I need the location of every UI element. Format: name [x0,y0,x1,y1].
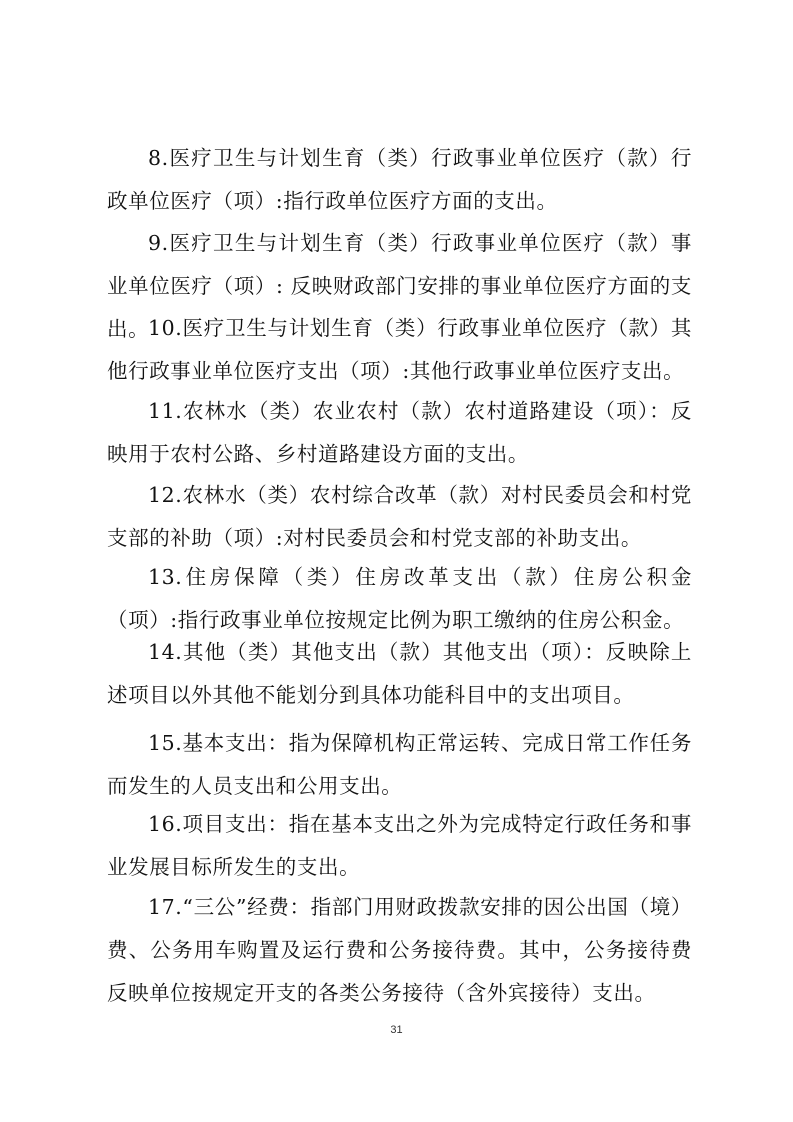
paragraph-14: 14.其他（类）其他支出（款）其他支出（项）：反映除上述项目以外其他不能划分到具体功能科目中的支出项目。 [107,640,692,707]
paragraph-12: 12.农林水（类）农村综合改革（款）对村民委员会和村党支部的补助（项）:对村民委员会和村党支部的补助支出。 [107,483,692,550]
paragraph-13: 13.住房保障（类）住房改革支出（款）住房公积金（项）:指行政事业单位按规定比例为职工缴纳的住房公积金。 [107,565,692,632]
paragraph-8: 8.医疗卫生与计划生育（类）行政事业单位医疗（款）行政单位医疗（项）:指行政单位医疗方面的支出。 [107,146,692,213]
paragraph-15: 15.基本支出：指为保障机构正常运转、完成日常工作任务而发生的人员支出和公用支出。 [107,731,692,798]
paragraph-9: 9.医疗卫生与计划生育（类）行政事业单位医疗（款）事业单位医疗（项）: 反映财政部门安排的事业单位医疗方面的支出。 [107,231,692,341]
paragraph-16: 16.项目支出：指在基本支出之外为完成特定行政任务和事业发展目标所发生的支出。 [107,812,692,879]
page-number: 31 [390,1024,403,1036]
paragraph-10: 10.医疗卫生与计划生育（类）行政事业单位医疗（款）其他行政事业单位医疗支出（项）:其他行政事业单位医疗支出。 [107,316,692,383]
paragraph-17: 17.“三公”经费：指部门用财政拨款安排的因公出国（境）费、公务用车购置及运行费和公务接待费。其中，公务接待费反映单位按规定开支的各类公务接待（含外宾接待）支出。 [107,895,692,1005]
paragraph-11: 11.农林水（类）农业农村（款）农村道路建设（项）：反映用于农村公路、乡村道路建设方面的支出。 [107,399,692,466]
